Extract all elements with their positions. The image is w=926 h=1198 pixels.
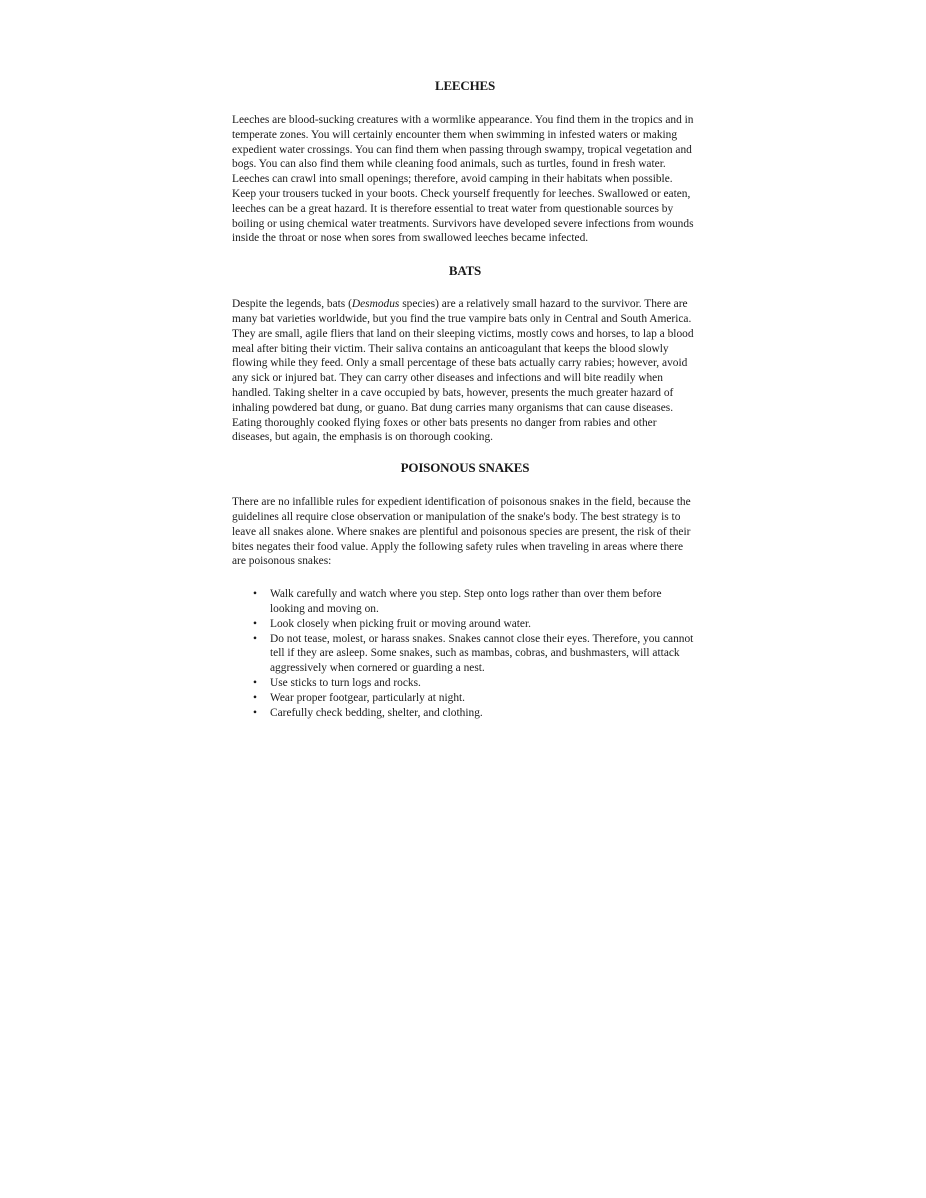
section-heading-bats: BATS xyxy=(448,263,482,279)
bullet-icon: • xyxy=(253,676,257,689)
bats-paragraph xyxy=(232,297,698,445)
snakes-paragraph: There are no infallible rules for expedient identification of poisonous snakes in the field, because the guidelines all require close observation or manipulation of the snake's body. The best strategy is to leave all snakes alone. Where snakes are plentiful and poisonous species are present, the risk of their bites negates their food value. Apply the following safety rules when traveling in areas where there are poisonous snakes: xyxy=(232,496,691,568)
bullet-icon: • xyxy=(253,588,257,601)
list-item xyxy=(232,617,698,632)
list-item xyxy=(232,691,698,706)
bullet-icon: • xyxy=(253,706,257,719)
bats-paragraph-start: Despite the legends, bats ( xyxy=(232,298,352,311)
list-item xyxy=(232,706,698,721)
leeches-paragraph: Leeches are blood-sucking creatures with a wormlike appearance. You find them in the tropics and in temperate zones. You will certainly encounter them when swimming in infested waters or making expedient water crossings. You can find them when passing through swampy, tropical vegetation and bogs. You can also find them while cleaning food animals, such as turtles, found in fresh water. Leeches can crawl into small openings; therefore, avoid camping in their habitats when possible. Keep your trousers tucked in your boots. Check yourself frequently for leeches. Swallowed or eaten, leeches can be a great hazard. It is therefore essential to treat water from questionable sources by boiling or using chemical water treatments. Survivors have developed severe infections from wounds inside the throat or nose when sores from swallowed leeches became infected. xyxy=(232,114,694,245)
bats-paragraph-rest: species) are a relatively small hazard to the survivor. There are many bat varieties worldwide, but you find the true vampire bats only in Central and South America. They are small, agile fliers that land on their sleeping victims, mostly cows and horses, to lap a blood meal after biting their victim. Their saliva contains an anticoagulant that keeps the blood slowly flowing while they feed. Only a small percentage of these bats actually carry rabies; however, avoid any sick or injured bat. They can carry other diseases and infections and will bite readily when handled. Taking shelter in a cave occupied by bats, however, presents the much greater hazard of inhaling powdered bat dung, or guano. Bat dung carries many organisms that can cause diseases. Eating thoroughly cooked flying foxes or other bats presents no danger from rabies and other diseases, but again, the emphasis is on thorough cooking. xyxy=(232,298,694,444)
section-heading-poisonous-snakes: POISONOUS SNAKES xyxy=(400,460,530,476)
bullet-icon: • xyxy=(253,617,257,630)
list-item-text: Use sticks to turn logs and rocks. xyxy=(270,676,421,689)
list-item xyxy=(232,632,698,676)
list-item xyxy=(232,587,698,617)
list-item-text: Look closely when picking fruit or moving around water. xyxy=(270,617,531,630)
list-item-text: Carefully check bedding, shelter, and clothing. xyxy=(270,706,483,719)
section-heading-leeches: LEECHES xyxy=(434,78,495,93)
list-item-text: Wear proper footgear, particularly at night. xyxy=(270,691,466,704)
bats-species-name: Desmodus xyxy=(351,298,400,311)
bullet-icon: • xyxy=(253,632,257,645)
list-item xyxy=(232,676,698,691)
bullet-icon: • xyxy=(253,691,257,704)
document-page xyxy=(232,78,698,720)
list-item-text: Do not tease, molest, or harass snakes. Snakes cannot close their eyes. Therefore, you cannot tell if they are asleep. Some snakes, such as mambas, cobras, and bushmasters, will attack aggressively when cornered or guarding a nest. xyxy=(270,632,694,675)
snake-safety-rules-list xyxy=(232,587,698,720)
list-item-text: Walk carefully and watch where you step. Step onto logs rather than over them before looking and moving on. xyxy=(270,588,662,615)
